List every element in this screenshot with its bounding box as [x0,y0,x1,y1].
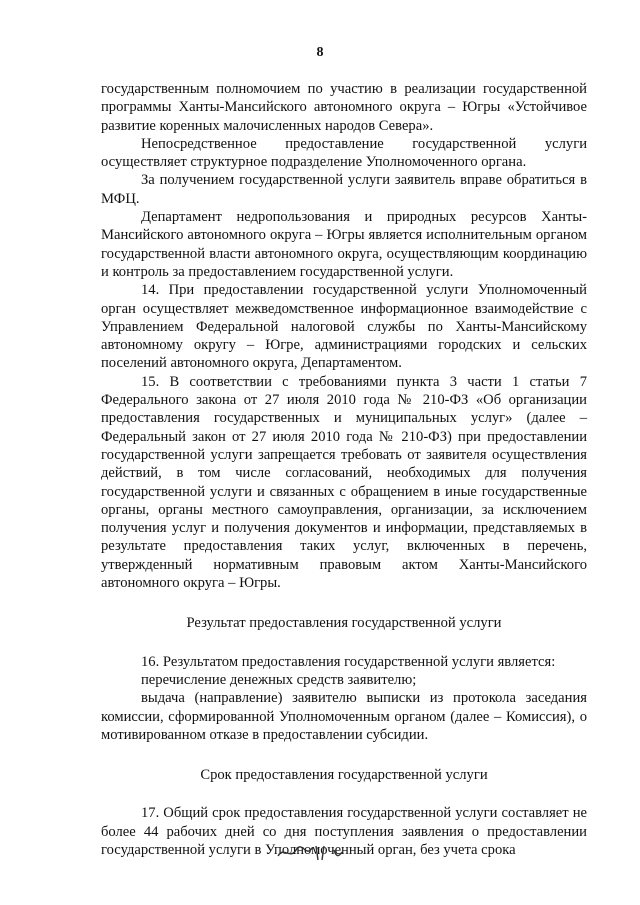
section-title: Результат предоставления государственной услуги [186,615,502,632]
paragraph: 16. Результатом предоставления государственной услуги является: [141,653,556,670]
paragraph: 15. В соответствии с требованиями пункта 3 части 1 статьи 7 Федерального закона от 27 июля 2010 года № 210-ФЗ «Об организации предоставления государственных и муниципальных услуг» (далее – Федеральный закон от 27 июля 2010 года № 210-ФЗ) при предоставлении государственной услуги запрещается требовать от заявителя осуществления действий, в том числе согласований, необходимых для получения государственной услуги и связанных с обращением в иные государственные органы, органы местного самоуправления, организации, за исключением получения услуг и получения документов и информации, представляемых в результате предоставления таких услуг, включенных в перечень, утвержденный нормативным правовым актом Ханты-Мансийского автономного округа – Югры. [101,373,587,592]
paragraph: государственным полномочием по участию в реализации государственной программы Ханты-Мансийского автономного округа – Югры «Устойчивое развитие коренных малочисленных народов Севера». [101,81,587,134]
paragraph: выдача (направление) заявителю выписки из протокола заседания комиссии, сформированной Уполномоченным органом (далее – Комиссия), о мотивированном отказе в предоставлении субсидии. [101,690,587,743]
paragraph: Непосредственное предоставление государственной услуги осуществляет структурное подразделение Уполномоченного органа. [101,135,587,171]
paragraph: перечисление денежных средств заявителю; [141,671,417,688]
handwritten-initials [276,842,346,869]
paragraph: Департамент недропользования и природных ресурсов Ханты-Мансийского автономного округа – Югры является исполнительным органом государственной власти автономного округа, осуществляющим координацию и контроль за предоставлением государственной услуги. [101,209,587,280]
initials-scribble [276,842,346,864]
paragraph: 14. При предоставлении государственной услуги Уполномоченный орган осуществляет межведомственное информационное взаимодействие с Управлением Федеральной налоговой службы по Ханты-Мансийскому автономному округу – Югре, администрациями городских и сельских поселений автономного округа, Департаментом. [101,282,587,372]
paragraph: 17. Общий срок предоставления государственной услуги составляет не более 44 рабочих дней со дня поступления заявления о предоставлении государственной услуги в Уполномоченный орган, без учета срока [101,805,587,858]
section-title: Срок предоставления государственной услуги [200,767,488,784]
document-body [101,80,587,859]
page-number: 8 [316,45,324,60]
paragraph: За получением государственной услуги заявитель вправе обратиться в МФЦ. [101,172,587,207]
